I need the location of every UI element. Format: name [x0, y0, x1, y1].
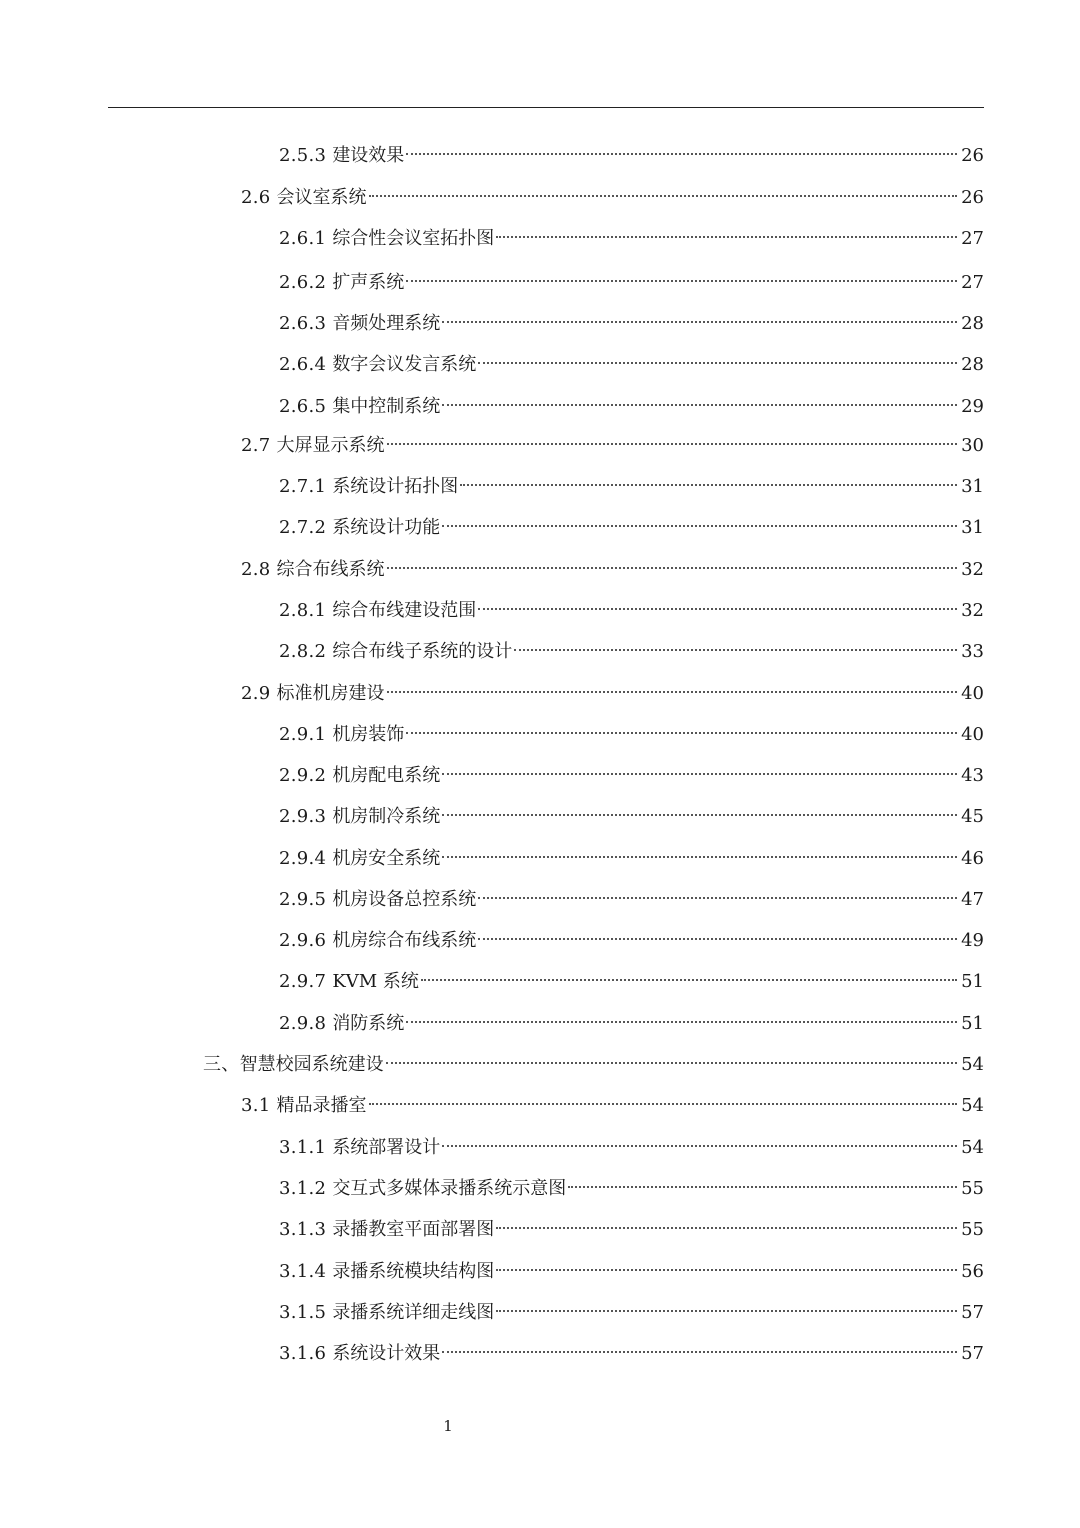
toc-entry[interactable] — [279, 720, 984, 750]
dot-leader — [496, 236, 957, 238]
toc-entry-page: 32 — [961, 559, 984, 580]
toc-entry-page: 57 — [961, 1343, 984, 1364]
dot-leader — [496, 1269, 957, 1271]
toc-entry-number: 3.1.3 — [279, 1219, 327, 1240]
dot-leader — [442, 773, 957, 775]
dot-leader — [442, 1145, 957, 1147]
toc-entry-title: 扩声系统 — [332, 272, 405, 293]
dot-leader — [568, 1186, 957, 1188]
toc-entry[interactable] — [279, 268, 984, 298]
toc-entry-number: 2.6.1 — [279, 228, 327, 249]
toc-entry-number: 2.9.8 — [279, 1013, 327, 1034]
toc-entry-title: 综合布线子系统的设计 — [332, 641, 513, 662]
toc-entry-page: 26 — [961, 145, 984, 166]
toc-entry-title: KVM 系统 — [332, 971, 419, 992]
dot-leader — [478, 897, 957, 899]
toc-entry-page: 28 — [961, 354, 984, 375]
toc-entry-page: 27 — [961, 272, 984, 293]
dot-leader — [442, 856, 957, 858]
toc-entry-title: 会议室系统 — [276, 187, 367, 208]
toc-entry-page: 40 — [961, 724, 984, 745]
toc-entry-title: 大屏显示系统 — [276, 435, 385, 456]
toc-entry-title: 机房制冷系统 — [332, 806, 441, 827]
toc-entry[interactable] — [279, 141, 984, 171]
dot-leader — [387, 443, 957, 445]
dot-leader — [387, 567, 957, 569]
dot-leader — [442, 814, 957, 816]
toc-entry-title: 系统设计功能 — [332, 517, 441, 538]
toc-entry-number: 2.6.5 — [279, 396, 327, 417]
dot-leader — [406, 153, 957, 155]
dot-leader — [514, 649, 957, 651]
toc-entry-number: 2.9.5 — [279, 889, 327, 910]
toc-entry-number: 2.9.7 — [279, 971, 327, 992]
toc-entry-title: 录播系统详细走线图 — [332, 1302, 495, 1323]
toc-entry[interactable] — [241, 1091, 984, 1121]
toc-entry-page: 33 — [961, 641, 984, 662]
toc-entry[interactable] — [241, 679, 984, 709]
toc-entry[interactable] — [279, 224, 984, 254]
toc-entry-number: 3.1.1 — [279, 1137, 327, 1158]
toc-entry-page: 43 — [961, 765, 984, 786]
dot-leader — [478, 608, 957, 610]
dot-leader — [496, 1310, 957, 1312]
toc-entry[interactable] — [279, 513, 984, 543]
toc-entry[interactable] — [279, 1298, 984, 1328]
toc-entry-number: 2.6.3 — [279, 313, 327, 334]
dot-leader — [442, 404, 957, 406]
dot-leader — [406, 732, 957, 734]
toc-entry-number: 三、 — [203, 1054, 240, 1075]
toc-entry[interactable] — [279, 844, 984, 874]
toc-entry-title: 录播系统模块结构图 — [332, 1261, 495, 1282]
toc-entry-title: 系统设计拓扑图 — [332, 476, 459, 497]
toc-entry-number: 2.9.4 — [279, 848, 327, 869]
toc-entry-number: 2.6.4 — [279, 354, 327, 375]
dot-leader — [369, 195, 957, 197]
toc-entry-title: 建设效果 — [332, 145, 405, 166]
dot-leader — [406, 1021, 957, 1023]
toc-entry-title: 智慧校园系统建设 — [239, 1054, 384, 1075]
toc-entry-page: 51 — [961, 1013, 984, 1034]
toc-entry-number: 2.7.1 — [279, 476, 327, 497]
toc-entry-page: 30 — [961, 435, 984, 456]
toc-entry-page: 26 — [961, 187, 984, 208]
toc-entry-page: 29 — [961, 396, 984, 417]
toc-entry[interactable] — [279, 392, 984, 422]
toc-entry-title: 机房综合布线系统 — [332, 930, 477, 951]
toc-entry-page: 55 — [961, 1178, 984, 1199]
toc-entry-number: 2.8 — [241, 559, 271, 580]
toc-entry-title: 精品录播室 — [276, 1095, 367, 1116]
toc-entry-page: 27 — [961, 228, 984, 249]
toc-entry-title: 综合布线建设范围 — [332, 600, 477, 621]
toc-entry-page: 32 — [961, 600, 984, 621]
toc-entry[interactable] — [279, 761, 984, 791]
dot-leader — [387, 691, 957, 693]
toc-entry-number: 2.6.2 — [279, 272, 327, 293]
toc-entry-number: 2.9.2 — [279, 765, 327, 786]
toc-entry-number: 2.7.2 — [279, 517, 327, 538]
toc-entry-title: 系统设计效果 — [332, 1343, 441, 1364]
toc-entry-page: 31 — [961, 517, 984, 538]
toc-entry-number: 3.1.5 — [279, 1302, 327, 1323]
dot-leader — [369, 1103, 957, 1105]
toc-entry-number: 2.7 — [241, 435, 271, 456]
toc-entry-page: 49 — [961, 930, 984, 951]
toc-entry-page: 45 — [961, 806, 984, 827]
dot-leader — [478, 938, 957, 940]
toc-entry[interactable] — [241, 183, 984, 213]
dot-leader — [442, 321, 957, 323]
toc-entry-title: 综合布线系统 — [276, 559, 385, 580]
toc-entry-title: 机房装饰 — [332, 724, 405, 745]
toc-entry[interactable] — [279, 802, 984, 832]
toc-entry-title: 录播教室平面部署图 — [332, 1219, 495, 1240]
toc-entry-number: 2.8.1 — [279, 600, 327, 621]
toc-entry-title: 机房设备总控系统 — [332, 889, 477, 910]
dot-leader — [406, 280, 957, 282]
toc-entry-title: 消防系统 — [332, 1013, 405, 1034]
dot-leader — [478, 362, 957, 364]
toc-entry[interactable] — [279, 596, 984, 626]
toc-entry[interactable] — [279, 1257, 984, 1287]
toc-entry[interactable] — [279, 309, 984, 339]
toc-entry[interactable] — [279, 885, 984, 915]
toc-entry-page: 54 — [961, 1054, 984, 1075]
toc-entry-title: 系统部署设计 — [332, 1137, 441, 1158]
toc-entry-number: 2.9.1 — [279, 724, 327, 745]
toc-entry[interactable] — [279, 1009, 984, 1039]
toc-entry-number: 2.6 — [241, 187, 271, 208]
toc-entry[interactable] — [279, 1215, 984, 1245]
dot-leader — [386, 1062, 957, 1064]
toc-entry[interactable] — [279, 1339, 984, 1369]
toc-entry[interactable] — [241, 555, 984, 585]
toc-entry-title: 数字会议发言系统 — [332, 354, 477, 375]
toc-entry-number: 3.1.2 — [279, 1178, 327, 1199]
toc-entry-page: 51 — [961, 971, 984, 992]
toc-entry-page: 54 — [961, 1137, 984, 1158]
toc-entry-number: 2.9 — [241, 683, 271, 704]
toc-entry[interactable] — [241, 431, 984, 461]
toc-entry-page: 28 — [961, 313, 984, 334]
toc-entry-title: 标准机房建设 — [276, 683, 385, 704]
toc-entry-page: 46 — [961, 848, 984, 869]
toc-entry-page: 57 — [961, 1302, 984, 1323]
toc-entry-page: 47 — [961, 889, 984, 910]
toc-entry-title: 综合性会议室拓扑图 — [332, 228, 495, 249]
dot-leader — [421, 979, 957, 981]
toc-entry-number: 2.9.3 — [279, 806, 327, 827]
toc-entry[interactable] — [203, 1050, 984, 1080]
toc-entry[interactable] — [279, 1133, 984, 1163]
toc-entry-title: 集中控制系统 — [332, 396, 441, 417]
toc-entry-number: 2.9.6 — [279, 930, 327, 951]
toc-entry-title: 交互式多媒体录播系统示意图 — [332, 1178, 567, 1199]
toc-entry-title: 机房安全系统 — [332, 848, 441, 869]
toc-entry-number: 3.1.6 — [279, 1343, 327, 1364]
toc-entry-page: 56 — [961, 1261, 984, 1282]
toc-entry-title: 音频处理系统 — [332, 313, 441, 334]
toc-entry[interactable] — [279, 967, 984, 997]
toc-entry-number: 3.1 — [241, 1095, 271, 1116]
dot-leader — [496, 1227, 957, 1229]
toc-entry[interactable] — [279, 637, 984, 667]
dot-leader — [442, 1351, 957, 1353]
dot-leader — [460, 484, 957, 486]
toc-entry-title: 机房配电系统 — [332, 765, 441, 786]
toc-entry[interactable] — [279, 350, 984, 380]
toc-entry-number: 2.5.3 — [279, 145, 327, 166]
toc-entry-page: 55 — [961, 1219, 984, 1240]
toc-entry-page: 31 — [961, 476, 984, 497]
toc-entry[interactable] — [279, 926, 984, 956]
toc-entry-number: 2.8.2 — [279, 641, 327, 662]
toc-entry-number: 3.1.4 — [279, 1261, 327, 1282]
toc-entry[interactable] — [279, 472, 984, 502]
page-number: 1 — [443, 1417, 453, 1435]
dot-leader — [442, 525, 957, 527]
toc-entry[interactable] — [279, 1174, 984, 1204]
toc-entry-page: 54 — [961, 1095, 984, 1116]
toc-entry-page: 40 — [961, 683, 984, 704]
